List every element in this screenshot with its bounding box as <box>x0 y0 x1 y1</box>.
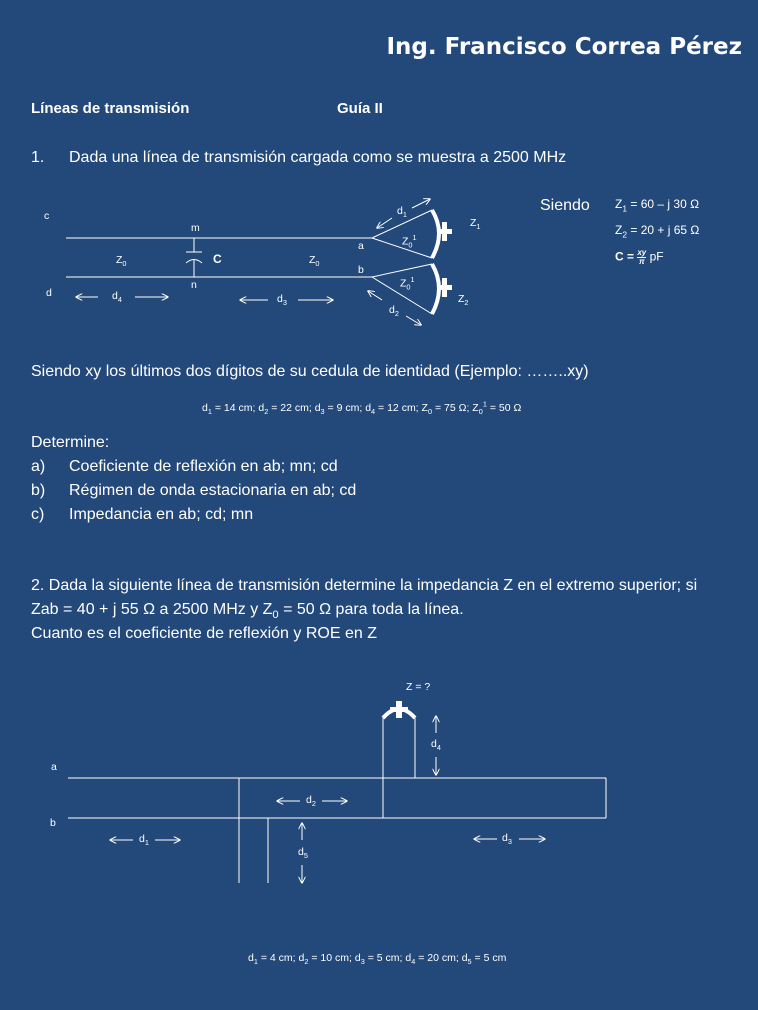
capacitance-formula: C = $\frac{xy}{\pi}$ pF <box>615 248 664 266</box>
d2-label: $d_2$ <box>389 304 399 319</box>
d1-arrow-left <box>377 218 392 228</box>
load-z-unknown-symbol <box>383 701 415 718</box>
xy-note: Siendo xy los últimos dos dígitos de su cedula de identidad (Ejemplo: ……..xy) <box>31 363 589 380</box>
label-b: b <box>358 264 364 276</box>
value-item: $Z_0^1 = 50$ Ω <box>472 399 522 416</box>
d1-arrow-right <box>412 199 430 208</box>
line-diagram-2 <box>68 716 606 883</box>
value-item: $d_2 = 10$ cm; <box>298 952 355 967</box>
capacitor-label: C <box>213 252 222 266</box>
z-unknown-label: Z = ? <box>406 681 431 693</box>
z0-prime-top-label: $Z_0^1$ <box>402 233 417 250</box>
list-item: c) Impedancia en ab; cd; mn <box>31 506 254 523</box>
determine-label: Determine: <box>31 434 110 451</box>
label-a: a <box>358 240 364 252</box>
value-item: $d_1 = 4$ cm; <box>248 952 299 967</box>
guide-label: Guía II <box>337 100 383 117</box>
siendo-label: Siendo <box>540 197 590 214</box>
d4-label-2: $d_4$ <box>431 738 441 753</box>
list-item: b) Régimen de onda estacionaria en ab; cd <box>31 482 357 499</box>
problem-2-values <box>248 952 506 966</box>
value-item: $d_3 = 9$ cm; <box>314 401 366 416</box>
list-item: a) Coeficiente de reflexión en ab; mn; cd <box>31 458 338 475</box>
d1-label: $d_1$ <box>397 205 407 220</box>
problem-2-line-1: 2. Dada la siguiente línea de transmisión determine la impedancia Z en el extremo superior; si <box>31 577 698 594</box>
label-b-2: b <box>50 817 56 829</box>
value-item: $d_3 = 5$ cm; <box>354 952 406 967</box>
z0-right-label: $Z_0$ <box>309 254 320 269</box>
d2-label-2: $d_2$ <box>306 794 316 809</box>
z1-given: $Z_1 = 60 - j$ 30 Ω <box>615 197 700 214</box>
problem-1-values <box>202 399 521 416</box>
load-z2-symbol <box>432 264 452 314</box>
problem-2-line-3: Cuanto es el coeficiente de reflexión y ROE en Z <box>31 625 377 642</box>
label-c: c <box>44 210 50 222</box>
label-n: n <box>191 279 197 291</box>
label-d: d <box>46 287 52 299</box>
course-title: Líneas de transmisión <box>31 100 190 117</box>
z0-prime-bottom-label: $Z_0^1$ <box>400 275 415 292</box>
problem-1-statement: 1. Dada una línea de transmisión cargada como se muestra a 2500 MHz <box>31 149 567 166</box>
z2-given: $Z_2 = 20 + j$ 65 Ω <box>615 223 700 240</box>
d3-label-2: $d_3$ <box>502 832 512 847</box>
problem-2-line-2: Zab = 40 + j 55 Ω a 2500 MHz y $Z_0 = 50$ Ω para toda la línea. <box>31 601 464 622</box>
value-item: $d_5 = 5$ cm <box>461 952 507 967</box>
label-a-2: a <box>51 761 57 773</box>
d3-label: $d_3$ <box>277 293 287 308</box>
label-m: m <box>191 222 200 234</box>
author-name: Ing. Francisco Correa Pérez <box>386 34 742 60</box>
d1-label-2: $d_1$ <box>139 833 149 848</box>
d2-arrow-left <box>368 291 382 300</box>
d5-label-2: $d_5$ <box>298 846 308 861</box>
z2-load-label: $Z_2$ <box>458 293 469 308</box>
z1-load-label: $Z_1$ <box>470 217 481 232</box>
load-z1-symbol <box>432 210 452 258</box>
value-item: $Z_0 = 75$ Ω; <box>421 401 473 416</box>
value-item: $d_4 = 20$ cm; <box>405 952 462 967</box>
value-item: $d_2 = 22$ cm; <box>258 401 315 416</box>
d4-label: $d_4$ <box>112 290 122 305</box>
value-item: $d_4 = 12$ cm; <box>365 401 422 416</box>
z0-left-label: $Z_0$ <box>116 254 127 269</box>
d2-arrow-right <box>406 316 421 325</box>
value-item: $d_1 = 14$ cm; <box>202 401 259 416</box>
